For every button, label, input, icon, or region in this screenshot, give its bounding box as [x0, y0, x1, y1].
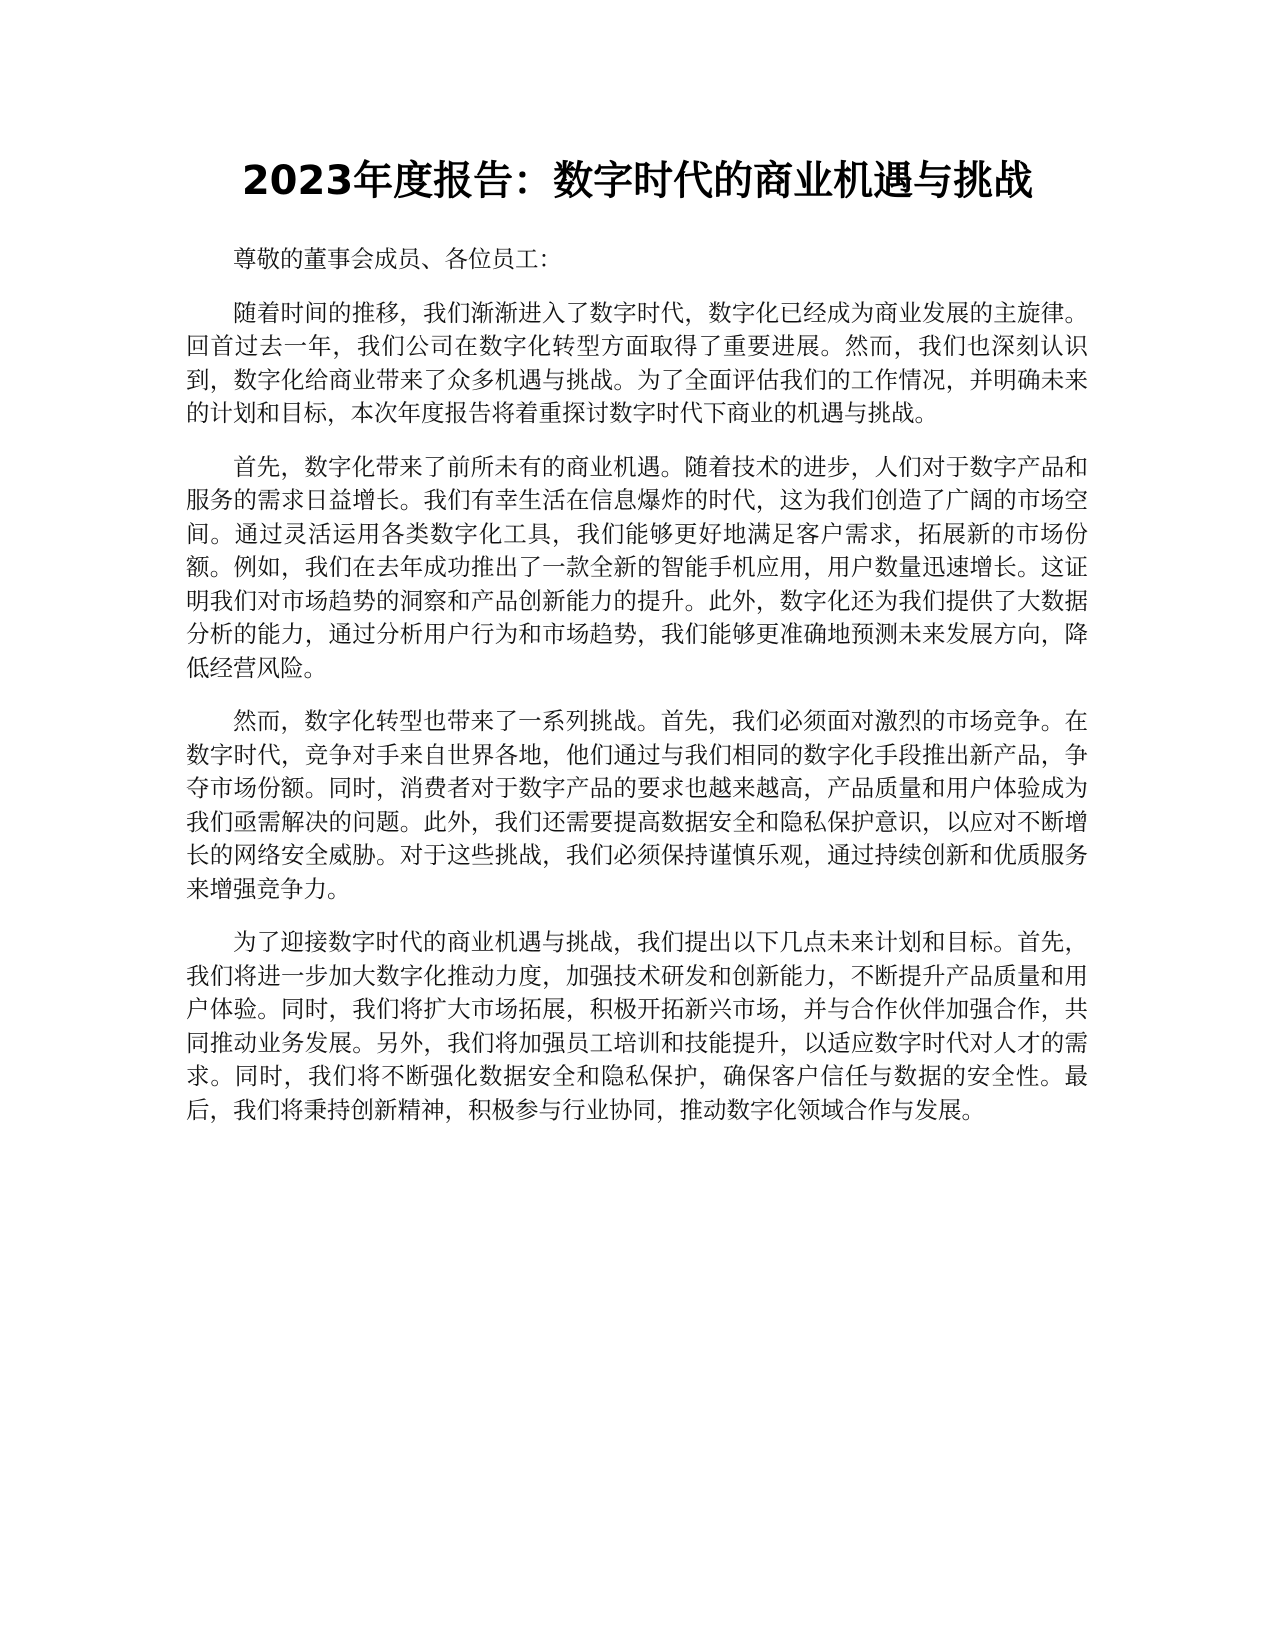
paragraph-opportunities: 首先，数字化带来了前所未有的商业机遇。随着技术的进步，人们对于数字产品和服务的需求日益增长。我们有幸生活在信息爆炸的时代，这为我们创造了广阔的市场空间。通过灵活运用各类数字化工具，我们能够更好地满足客户需求，拓展新的市场份额。例如，我们在去年成功推出了一款全新的智能手机应用，用户数量迅速增长。这证明我们对市场趋势的洞察和产品创新能力的提升。此外，数字化还为我们提供了大数据分析的能力，通过分析用户行为和市场趋势，我们能够更准确地预测未来发展方向，降低经营风险。 — [186, 452, 1088, 682]
paragraph-challenges: 然而，数字化转型也带来了一系列挑战。首先，我们必须面对激烈的市场竞争。在数字时代，竞争对手来自世界各地，他们通过与我们相同的数字化手段推出新产品，争夺市场份额。同时，消费者对于数字产品的要求也越来越高，产品质量和用户体验成为我们亟需解决的问题。此外，我们还需要提高数据安全和隐私保护意识，以应对不断增长的网络安全威胁。对于这些挑战，我们必须保持谨慎乐观，通过持续创新和优质服务来增强竞争力。 — [186, 707, 1088, 903]
salutation: 尊敬的董事会成员、各位员工： — [233, 245, 562, 273]
paragraph-intro: 随着时间的推移，我们渐渐进入了数字时代，数字化已经成为商业发展的主旋律。回首过去一年，我们公司在数字化转型方面取得了重要进展。然而，我们也深刻认识到，数字化给商业带来了众多机遇与挑战。为了全面评估我们的工作情况，并明确未来的计划和目标，本次年度报告将着重探讨数字时代下商业的机遇与挑战。 — [186, 298, 1088, 427]
paragraph-plans: 为了迎接数字时代的商业机遇与挑战，我们提出以下几点未来计划和目标。首先，我们将进一步加大数字化推动力度，加强技术研发和创新能力，不断提升产品质量和用户体验。同时，我们将扩大市场拓展，积极开拓新兴市场，并与合作伙伴加强合作，共同推动业务发展。另外，我们将加强员工培训和技能提升，以适应数字时代对人才的需求。同时，我们将不断强化数据安全和隐私保护，确保客户信任与数据的安全性。最后，我们将秉持创新精神，积极参与行业协同，推动数字化领域合作与发展。 — [186, 928, 1088, 1124]
document-title: 2023年度报告：数字时代的商业机遇与挑战 — [241, 158, 1034, 204]
document-body — [186, 243, 1088, 1147]
